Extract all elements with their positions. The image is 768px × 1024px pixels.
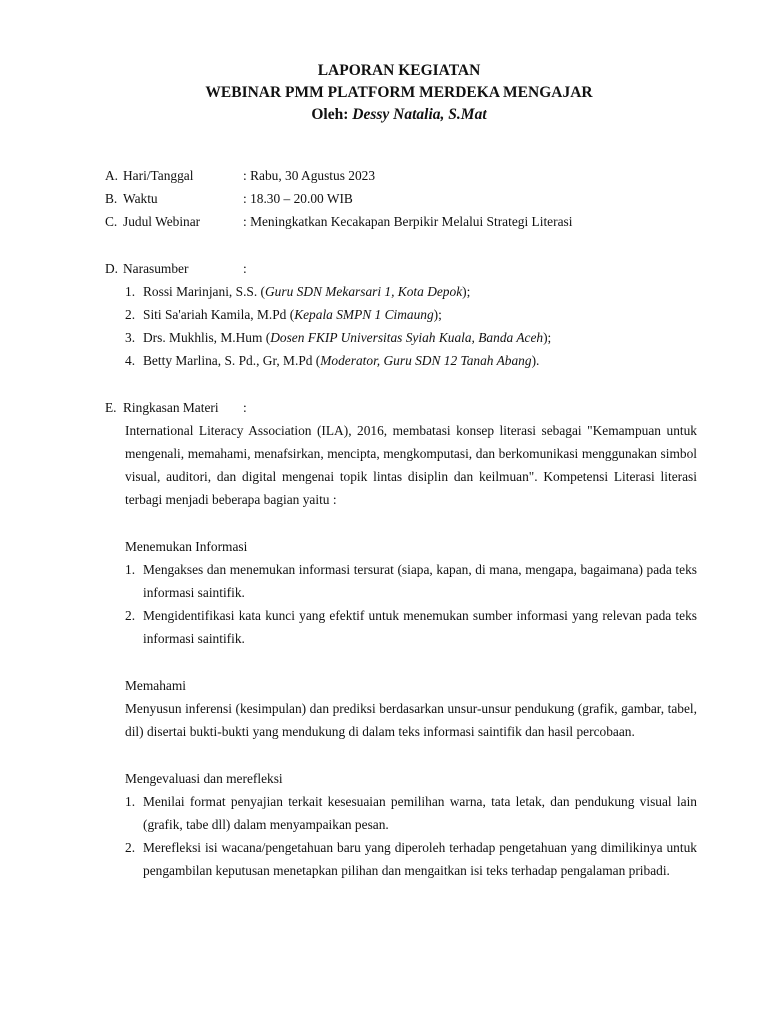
info-label: Hari/Tanggal bbox=[123, 168, 194, 183]
list-text: Mengidentifikasi kata kunci yang efektif untuk menemukan sumber informasi yang relevan pada teks informasi saintifik. bbox=[143, 608, 697, 646]
section-letter: D. bbox=[105, 261, 119, 276]
event-info bbox=[105, 164, 697, 233]
speakers-heading bbox=[105, 257, 697, 280]
section-label: Ringkasan Materi bbox=[123, 400, 219, 415]
info-value: : Rabu, 30 Agustus 2023 bbox=[243, 168, 376, 183]
info-row-date bbox=[105, 164, 697, 187]
section-colon: : bbox=[243, 400, 247, 415]
info-label: Waktu bbox=[123, 191, 158, 206]
speaker-item bbox=[125, 303, 697, 326]
info-row-title bbox=[105, 210, 697, 233]
list-text: Mengakses dan menemukan informasi tersurat (siapa, kapan, di mana, mengapa, bagaimana) pada teks informasi saintifik. bbox=[143, 562, 697, 600]
speaker-role: Guru SDN Mekarsari 1, Kota Depok bbox=[265, 284, 463, 299]
list-text: Menilai format penyajian terkait kesesuaian pemilihan warna, tata letak, dan pendukung visual lain (grafik, tabe dll) dalam menyampaikan pesan. bbox=[143, 794, 697, 832]
author-line bbox=[101, 104, 697, 126]
list-item bbox=[125, 558, 697, 604]
speaker-item bbox=[125, 349, 697, 372]
speaker-item bbox=[125, 326, 697, 349]
summary-section bbox=[105, 396, 697, 882]
speaker-end: ); bbox=[543, 330, 552, 345]
list-number: 4. bbox=[125, 353, 136, 368]
subsection-heading: Mengevaluasi dan merefleksi bbox=[125, 771, 283, 786]
section-letter: E. bbox=[105, 400, 117, 415]
by-label: Oleh: bbox=[311, 106, 349, 123]
section-label: Narasumber bbox=[123, 261, 189, 276]
speaker-name: Betty Marlina, S. Pd., Gr, M.Pd ( bbox=[143, 353, 321, 368]
subsection-heading: Menemukan Informasi bbox=[125, 539, 248, 554]
info-letter: C. bbox=[105, 214, 118, 229]
list-number: 1. bbox=[125, 794, 136, 809]
summary-heading bbox=[105, 396, 697, 419]
speakers-section bbox=[105, 257, 697, 372]
speaker-name: Drs. Mukhlis, M.Hum ( bbox=[143, 330, 271, 345]
subsection-heading: Memahami bbox=[125, 678, 186, 693]
speaker-item bbox=[125, 280, 697, 303]
info-value: : Meningkatkan Kecakapan Berpikir Melalui Strategi Literasi bbox=[243, 214, 573, 229]
speaker-role: Dosen FKIP Universitas Syiah Kuala, Banda Aceh bbox=[270, 330, 544, 345]
section-colon: : bbox=[243, 261, 247, 276]
speaker-end: ); bbox=[462, 284, 471, 299]
report-title bbox=[101, 60, 697, 126]
list-number: 1. bbox=[125, 284, 136, 299]
info-letter: A. bbox=[105, 168, 119, 183]
list-number: 1. bbox=[125, 562, 136, 577]
subsection-paragraph: Menyusun inferensi (kesimpulan) dan prediksi berdasarkan unsur-unsur pendukung (grafik, gambar, tabel, dil) disertai bukti-bukti yang mendukung di dalam teks informasi saintifik dan hasil percobaan. bbox=[125, 701, 697, 739]
info-row-time bbox=[105, 187, 697, 210]
author-name: Dessy Natalia, S.Mat bbox=[352, 106, 487, 123]
speaker-end: ); bbox=[433, 307, 442, 322]
info-value: : 18.30 – 20.00 WIB bbox=[243, 191, 353, 206]
speaker-end: ). bbox=[531, 353, 540, 368]
speaker-role: Kepala SMPN 1 Cimaung bbox=[294, 307, 434, 322]
info-label: Judul Webinar bbox=[123, 214, 201, 229]
list-item bbox=[125, 790, 697, 836]
list-number: 2. bbox=[125, 307, 136, 322]
speaker-name: Siti Sa'ariah Kamila, M.Pd ( bbox=[143, 307, 295, 322]
list-number: 3. bbox=[125, 330, 136, 345]
summary-intro: International Literacy Association (ILA), 2016, membatasi konsep literasi sebagai "Kemampuan untuk mengenali, memahami, menafsirkan, mencipta, mengkomputasi, dan berkomunikasi menggunakan simbol visual, auditori, dan digital mengenai topik lintas disiplin dan keilmuan". Kompetensi Literasi literasi terbagi menjadi beberapa bagian yaitu : bbox=[125, 423, 697, 507]
speaker-name: Rossi Marinjani, S.S. ( bbox=[143, 284, 266, 299]
title-line-2: WEBINAR PMM PLATFORM MERDEKA MENGAJAR bbox=[205, 84, 593, 101]
list-number: 2. bbox=[125, 840, 136, 855]
speaker-list bbox=[105, 280, 697, 372]
info-letter: B. bbox=[105, 191, 118, 206]
list-item bbox=[125, 836, 697, 882]
title-line-1: LAPORAN KEGIATAN bbox=[317, 62, 481, 79]
list-number: 2. bbox=[125, 608, 136, 623]
speaker-role: Moderator, Guru SDN 12 Tanah Abang bbox=[320, 353, 532, 368]
list-text: Merefleksi isi wacana/pengetahuan baru yang diperoleh terhadap pengetahuan yang dimilikinya untuk pengambilan keputusan menetapkan pilihan dan mengaitkan isi teks terhadap pengalaman pribadi. bbox=[143, 840, 697, 878]
list-item bbox=[125, 604, 697, 650]
